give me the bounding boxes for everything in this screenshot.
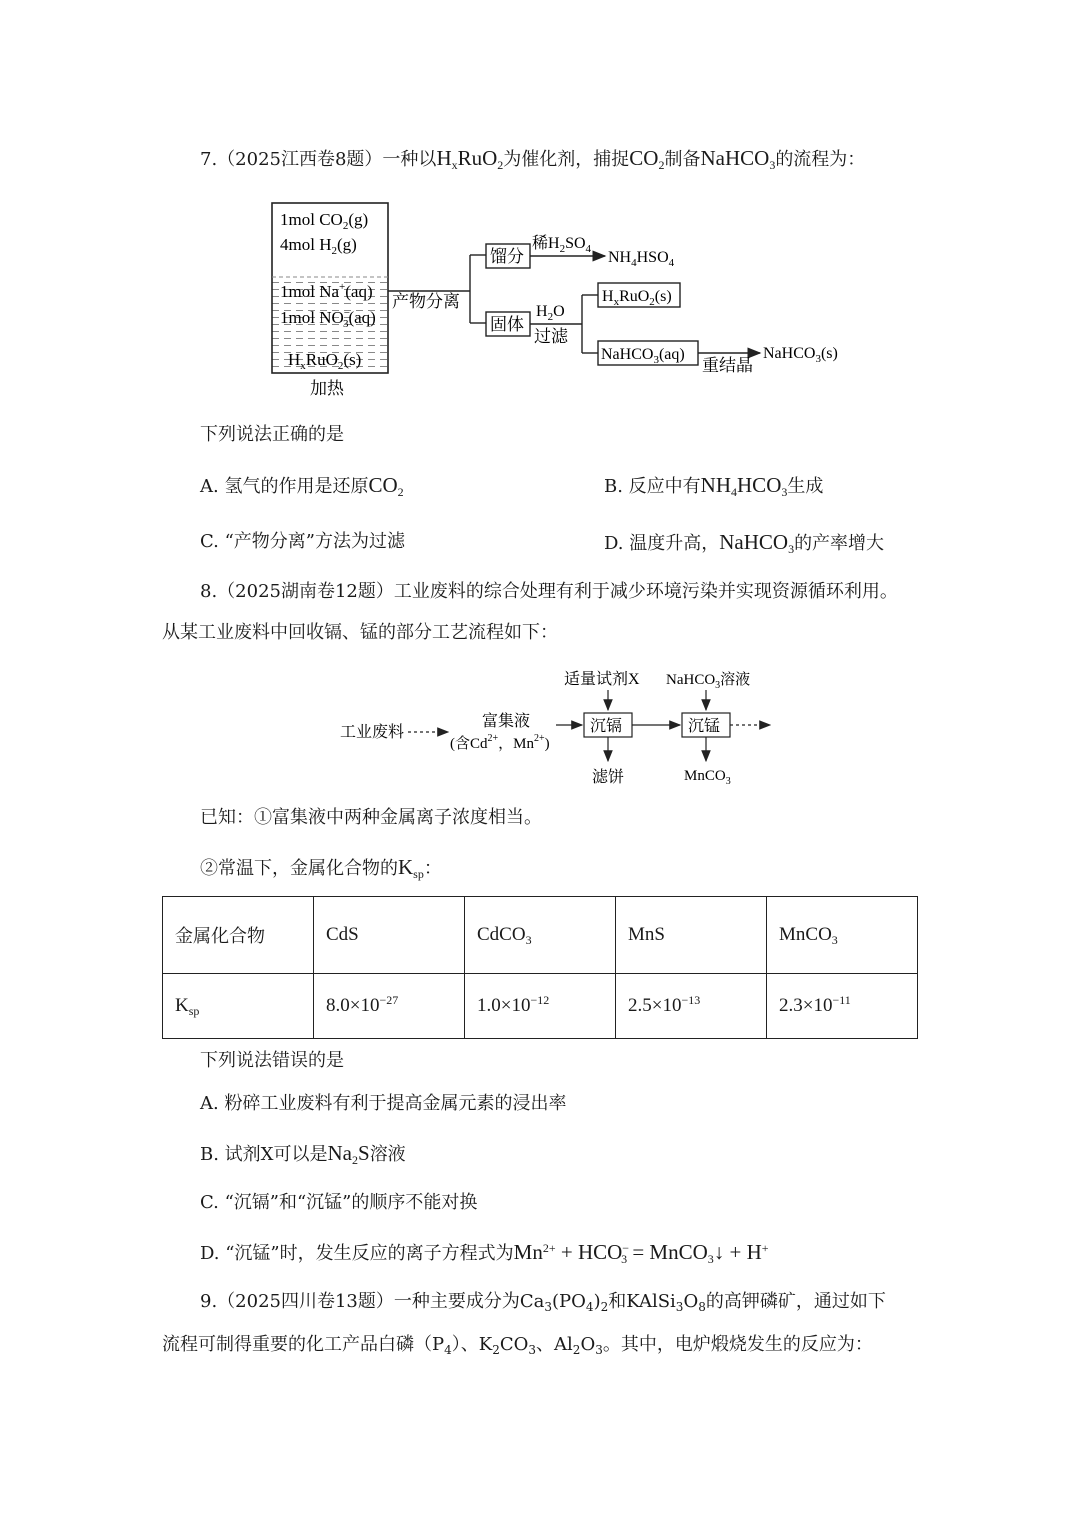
table-header-row — [163, 897, 918, 974]
q7-nahco3-aq-label: NaHCO$_3$(aq) — [601, 346, 685, 366]
q8-stem-line2: 从某工业废料中回收镉、锰的部分工艺流程如下： — [162, 622, 558, 643]
ksp-table — [162, 896, 918, 1039]
table-cell: $2.5\times 10^{-13}$ — [616, 973, 767, 1038]
q7-reactor-no3: 1mol NO− 3(aq) — [280, 307, 376, 330]
q7-option-d[interactable]: D. 温度升高，NaHCO$_3$的产率增大 — [604, 530, 885, 556]
table-cell: CdCO$_3$ — [465, 897, 616, 974]
q8-known1: 已知：①富集液中两种金属离子浓度相当。 — [200, 807, 542, 828]
q7-nahco3-s-label: NaHCO$_3$(s) — [763, 345, 838, 365]
q7-reactor-co2: 1mol $CO_2(g)$ — [280, 210, 369, 232]
q7-reactor-h2: 4mol $H_2(g)$ — [280, 235, 357, 257]
table-cell: 金属化合物 — [163, 897, 314, 974]
q7-nahco3-formula: NaHCO$_3$ — [700, 146, 776, 172]
q7-recrystal-label: 重结晶 — [702, 356, 753, 375]
q8-stem-line1: 8.（2025湖南卷12题）工业废料的综合处理有利于减少环境污染并实现资源循环利用。 — [200, 581, 898, 602]
table-cell: $K_{sp}$ — [163, 973, 314, 1038]
q7-nh4hso4-label: $NH_4HSO_4$ — [608, 249, 675, 269]
q8-filter-cake-label: 滤饼 — [592, 769, 625, 786]
q7-stem-d: 的流程为： — [775, 149, 866, 170]
q7-reactor-na: 1mol Na+(aq) — [280, 281, 373, 301]
q7-option-c[interactable]: C. “产物分离”方法为过滤 — [200, 531, 405, 552]
q8-cd-step-label: 沉镉 — [590, 718, 623, 735]
q8-prompt: 下列说法错误的是 — [200, 1050, 344, 1071]
q8-option-d[interactable]: D. “沉锰”时，发生反应的离子方程式为$Mn^{2+} + HCO^-_3$ = MnCO$_3$↓ + H+ — [200, 1240, 769, 1266]
table-cell: MnCO$_3$ — [767, 897, 918, 974]
q7-reactor-catalyst: $H_xRuO_2(s)$ — [288, 350, 362, 372]
q8-enriched-ions-label: (含$Cd^{2+}$，$Mn^{2+}$) — [450, 733, 550, 752]
q7-stem-c: 制备 — [664, 149, 701, 170]
q7-flow-diagram — [260, 195, 880, 405]
q9-stem-line1: 9.（2025四川卷13题）一种主要成分为$Ca_3(PO_4)_2$和$KAlSi_3O_8$的高钾磷矿，通过如下 — [200, 1291, 886, 1314]
table-cell: $1.0\times 10^{-12}$ — [465, 973, 616, 1038]
q8-nahco3-solution-label: NaHCO$_3$溶液 — [666, 672, 751, 691]
q8-mnco3-label: MnCO$_3$ — [684, 768, 731, 787]
table-cell: $8.0\times 10^{-27}$ — [314, 973, 465, 1038]
q8-reagent-x-label: 适量试剂X — [564, 671, 640, 688]
q7-catalyst-formula: $H_xRuO_2$ — [436, 146, 504, 172]
q7-dilute-acid-label: 稀$H_2SO_4$ — [532, 235, 592, 255]
table-row — [163, 973, 918, 1038]
q9-stem-line2: 流程可制得重要的化工产品白磷$(P_4)$、$K_2CO_3$、$Al_2O_3$。其中，电炉煅烧发生的反应为： — [162, 1334, 873, 1357]
q8-enriched-label: 富集液 — [482, 713, 531, 730]
q8-option-c[interactable]: C. “沉镉”和“沉锰”的顺序不能对换 — [200, 1192, 478, 1213]
q7-solid-label: 固体 — [490, 315, 524, 334]
q7-separation-label: 产物分离 — [392, 292, 460, 311]
q7-stem-a: 7.（2025江西卷8题）一种以 — [200, 149, 437, 170]
q7-distillate-label: 馏分 — [490, 247, 524, 266]
q7-option-a[interactable]: A. 氢气的作用是还原$CO_2$ — [200, 473, 404, 499]
q7-option-b[interactable]: B. 反应中有$NH_4HCO_3$生成 — [604, 473, 824, 499]
q8-waste-label: 工业废料 — [340, 724, 405, 741]
table-cell: $2.3\times 10^{-11}$ — [767, 973, 918, 1038]
q7-heat-label: 加热 — [310, 379, 344, 398]
q7-stem-b: 为催化剂，捕捉 — [503, 149, 630, 170]
q7-catalyst-solid-label: $H_xRuO_2(s)$ — [602, 288, 672, 308]
table-cell: CdS — [314, 897, 465, 974]
q8-flow-diagram — [330, 662, 790, 792]
q7-co2-formula: $CO_2$ — [629, 146, 665, 172]
q8-option-b[interactable]: B. 试剂X可以是$Na_2S$溶液 — [200, 1141, 406, 1167]
q7-stem — [200, 146, 865, 172]
q8-mn-step-label: 沉锰 — [688, 718, 721, 735]
table-cell: MnS — [616, 897, 767, 974]
q7-filter-label: 过滤 — [534, 327, 568, 346]
q7-prompt: 下列说法正确的是 — [200, 424, 344, 445]
q8-option-a[interactable]: A. 粉碎工业废料有利于提高金属元素的浸出率 — [200, 1093, 567, 1114]
q7-water-label: $H_2O$ — [536, 303, 565, 323]
q8-known2: ②常温下，金属化合物的$K_{sp}$： — [200, 855, 442, 881]
